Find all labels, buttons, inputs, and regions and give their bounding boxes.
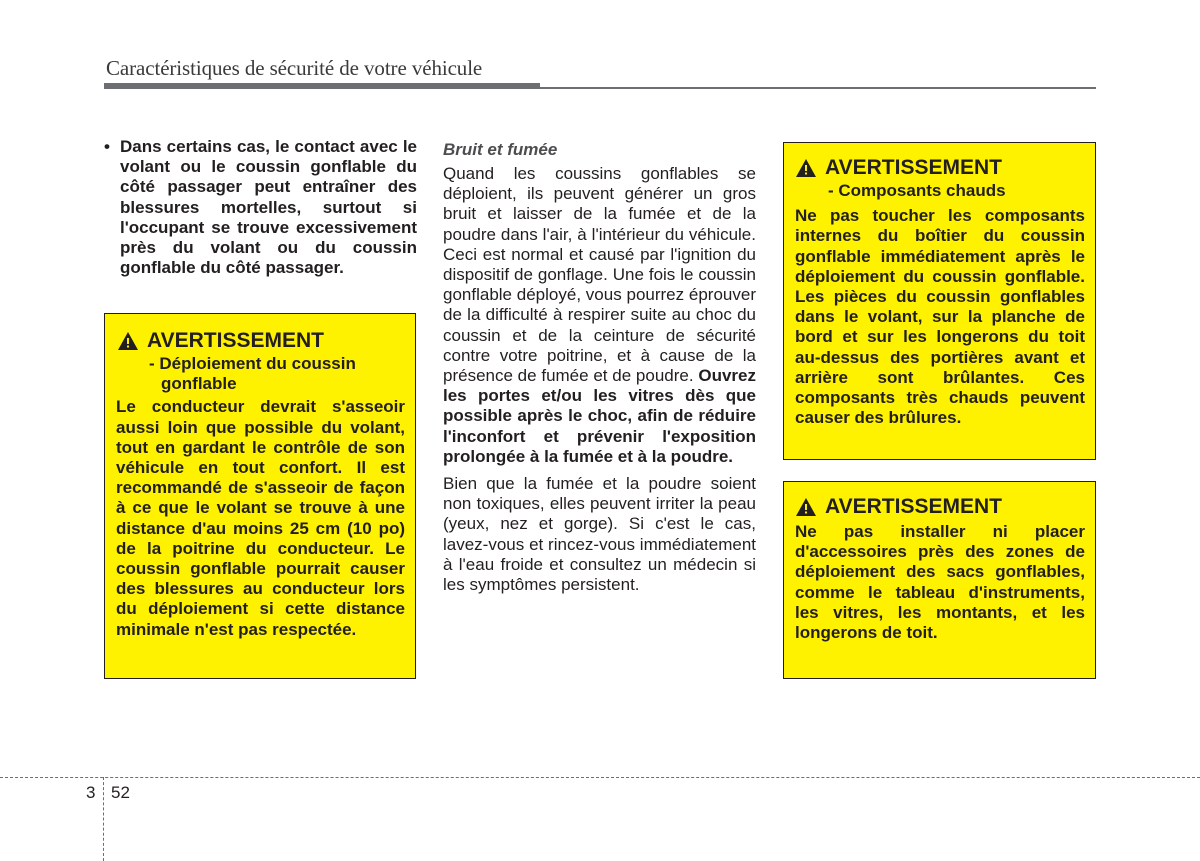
page-number: 52 [111, 783, 130, 802]
bullet-text: Dans certains cas, le contact avec le volant ou le coussin gonflable du côté passager peut entraîner des blessures mortelles, surtout si l'occupant se trouve excessivement près du volant ou du coussin gonflable du côté passager. [120, 137, 417, 278]
warning-box-hot-components [783, 142, 1096, 460]
header-rule-light [540, 87, 1096, 89]
warning-subtitle: - Déploiement du coussin [149, 354, 356, 373]
warning-title: AVERTISSEMENT [825, 495, 1002, 518]
bullet-symbol: • [104, 137, 110, 156]
warning-heading [117, 328, 405, 354]
bullet-item [104, 137, 417, 278]
warning-subtitle: - Composants chauds [828, 181, 1006, 200]
header-rule-dark [104, 83, 540, 89]
warning-subtitle-cont: gonflable [161, 374, 237, 394]
warning-body: Le conducteur devrait s'asseoir aussi loin que possible du volant, tout en gardant le contrôle de son véhicule en tout confort. Il est recommandé de s'asseoir de façon à ce que le volant se trouve à une distance d'au moins 25 cm (10 po) de la poitrine du conducteur. Le coussin gonflable pourrait causer des blessures au conducteur lors du déploiement si cette distance minimale n'est pas respectée. [116, 397, 405, 639]
warning-triangle-icon [795, 158, 817, 178]
page-header-title: Caractéristiques de sécurité de votre véhicule [106, 56, 483, 80]
section-heading: Bruit et fumée [443, 140, 558, 159]
section-paragraph-2: Bien que la fumée et la poudre soient non toxiques, elles peuvent irriter la peau (yeux, nez et gorge). Si c'est le cas, lavez-vous et rincez-vous immédiatement à l'eau froide et consultez un médecin si les symptômes persistent. [443, 474, 756, 595]
smoke-noise-section [443, 140, 756, 595]
warning-triangle-icon [117, 331, 139, 351]
footer-divider [0, 777, 1200, 778]
warning-title: AVERTISSEMENT [147, 329, 324, 352]
warning-body: Ne pas installer ni placer d'accessoires près des zones de déploiement des sacs gonflables, comme le tableau d'instruments, les vitres, les montants, et les longerons de toit. [795, 522, 1085, 643]
warning-body: Ne pas toucher les composants internes du boîtier du coussin gonflable immédiatement après le déploiement du coussin gonflable. Les pièces du coussin gonflables dans le volant, sur la planche de bord et sur les longerons du toit au-dessus des portières avant et arrière sont brûlantes. Ces composants très chauds peuvent causer des brûlures. [795, 206, 1085, 428]
warning-box-deployment [104, 313, 416, 679]
paragraph-regular-text: Quand les coussins gonflables se déploient, ils peuvent générer un gros bruit et laisser de la fumée et de la poudre dans l'air, à l'intérieur du véhicule. Ceci est normal et causé par l'ignition du dispositif de gonflage. Une fois le coussin gonflable déployé, vous pourrez éprouver de la difficulté à respirer suite au choc du coussin et de la ceinture de sécurité contre votre poitrine, et à cause de la présence de fumée et de poudre. [443, 164, 756, 386]
warning-heading [795, 155, 1085, 181]
chapter-number: 3 [86, 783, 96, 802]
warning-title: AVERTISSEMENT [825, 156, 1002, 179]
section-paragraph-1 [443, 164, 756, 467]
paragraph-bold-text: Ouvrez les portes et/ou les vitres dès que possible après le choc, afin de réduire l'inconfort et prévenir l'exposition prolongée à la fumée et à la poudre. [443, 366, 757, 466]
warning-triangle-icon [795, 497, 817, 517]
footer-vertical-divider [103, 777, 104, 861]
warning-heading [795, 494, 1085, 520]
warning-box-accessories [783, 481, 1096, 679]
